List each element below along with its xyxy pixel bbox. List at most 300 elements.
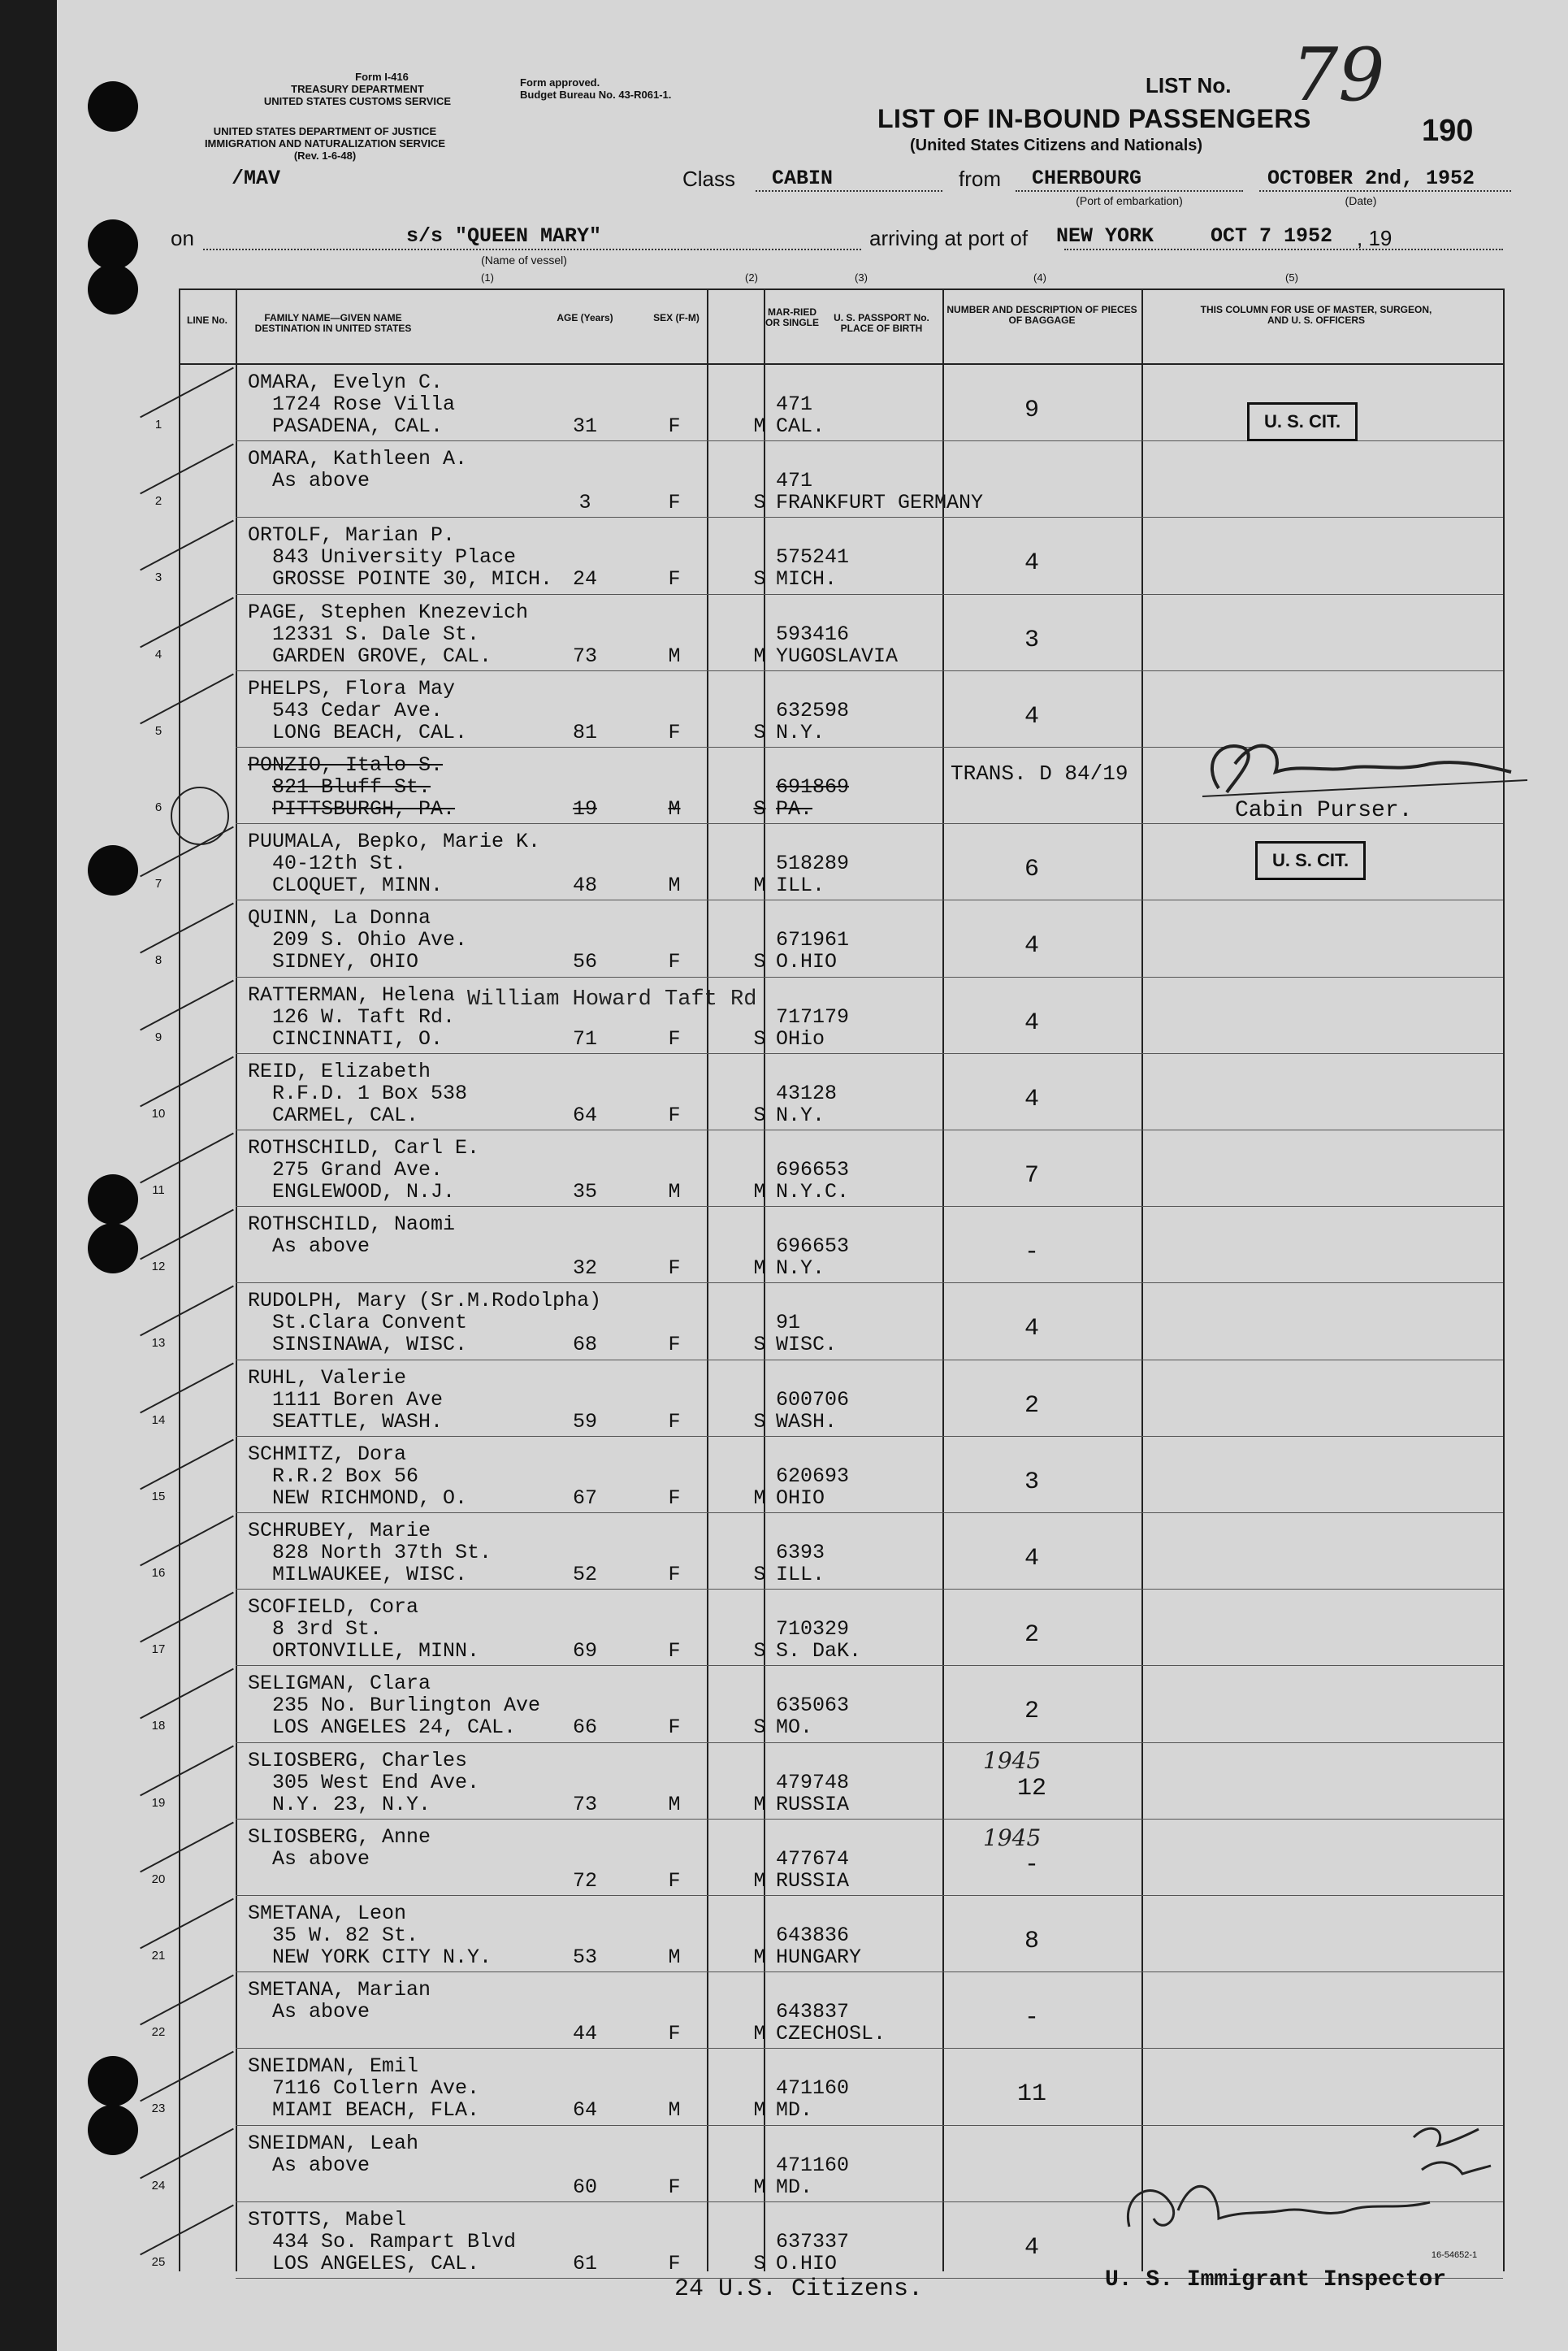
place-of-birth: N.Y. (776, 1256, 825, 1281)
passenger-name: OMARA, Evelyn C. (248, 371, 444, 394)
passenger-city: SIDNEY, OHIO (272, 950, 419, 974)
passenger-age: 71 (572, 1026, 597, 1051)
passenger-marital: S (753, 567, 766, 592)
port-caption: (Port of embarkation) (1076, 194, 1183, 207)
passenger-address: 1724 Rose Villa (272, 393, 456, 416)
baggage-count: 4 (1024, 932, 1039, 961)
line-number: 19 (151, 1795, 166, 1810)
form-approved: Form approved. (520, 76, 600, 89)
passenger-address: As above (272, 2153, 370, 2177)
place-of-birth: FRANKFURT GERMANY (776, 491, 984, 515)
page-subtitle: (United States Citizens and Nationals) (910, 137, 1203, 154)
passenger-marital: S (753, 1103, 766, 1127)
page-number: 190 (1422, 114, 1474, 148)
table-row (57, 1133, 1568, 1211)
table-row (57, 1746, 1568, 1824)
passenger-sex: M (668, 2098, 681, 2123)
passenger-address: As above (272, 1234, 370, 1259)
row-divider (236, 1282, 1503, 1283)
table-top-border (179, 288, 1503, 290)
passenger-marital: S (753, 797, 766, 821)
passenger-sex: F (668, 1333, 681, 1357)
passenger-marital: S (753, 2251, 766, 2275)
passenger-name: PAGE, Stephen Knezevich (248, 600, 529, 624)
handwritten-year-20: 1945 (983, 1824, 1042, 1851)
passenger-age: 48 (572, 874, 597, 898)
passenger-address: 235 No. Burlington Ave (272, 1694, 541, 1718)
col-num-1: (1) (481, 271, 494, 284)
check-mark (140, 1133, 234, 1184)
arriving-label: arriving at port of (869, 226, 1029, 250)
check-mark (140, 2128, 234, 2179)
place-of-birth: OHIO (776, 1486, 825, 1510)
header-line: LINE No. (187, 314, 227, 326)
passenger-address: As above (272, 469, 370, 493)
line-number: 7 (154, 877, 162, 891)
place-of-birth: MICH. (776, 567, 838, 592)
baggage-count: 4 (1024, 702, 1039, 731)
inspector-signature (1105, 2137, 1446, 2251)
passenger-marital: S (753, 1409, 766, 1434)
passenger-sex: M (668, 1792, 681, 1816)
passenger-address: R.R.2 Box 56 (272, 1464, 419, 1488)
passenger-age: 68 (572, 1333, 597, 1357)
place-of-birth: HUNGARY (776, 1945, 862, 1969)
place-of-birth: ILL. (776, 1563, 825, 1586)
passenger-address: 126 W. Taft Rd. (272, 1004, 456, 1029)
justice-dept: UNITED STATES DEPARTMENT OF JUSTICE (213, 125, 437, 137)
row-divider (236, 2125, 1503, 2126)
passenger-marital: S (753, 1639, 766, 1663)
passport-number: 671961 (776, 928, 850, 952)
row-divider (236, 1512, 1503, 1513)
passenger-address: 843 University Place (272, 545, 517, 570)
place-of-birth: RUSSIA (776, 1868, 850, 1893)
passenger-address: St.Clara Convent (272, 1311, 468, 1335)
passenger-city: ORTONVILLE, MINN. (272, 1639, 480, 1663)
row-divider (236, 1436, 1503, 1437)
passenger-marital: M (753, 1256, 766, 1281)
passenger-address: 821 Bluff St. (272, 775, 431, 799)
header-name: FAMILY NAME—GIVEN NAME DESTINATION IN UNITED STATES (254, 312, 412, 334)
row-divider (236, 517, 1503, 518)
passenger-marital: M (753, 1945, 766, 1969)
table-row (57, 444, 1568, 522)
place-of-birth: PA. (776, 797, 813, 821)
handwritten-year-19: 1945 (983, 1747, 1042, 1774)
passenger-age: 73 (572, 644, 597, 668)
passenger-address: 40-12th St. (272, 852, 407, 876)
passenger-sex: F (668, 1639, 681, 1663)
passenger-age: 61 (572, 2251, 597, 2275)
row-divider (236, 1819, 1503, 1820)
check-mark (140, 673, 234, 724)
row-divider (236, 823, 1503, 824)
check-mark (140, 596, 234, 648)
baggage-count: 8 (1024, 1928, 1039, 1955)
line-number: 8 (154, 953, 162, 968)
passenger-list-page (57, 0, 1568, 2351)
place-of-birth: ILL. (776, 874, 825, 898)
passenger-name: REID, Elizabeth (248, 1059, 431, 1083)
passenger-age: 35 (572, 1180, 597, 1204)
passenger-marital: S (753, 1716, 766, 1740)
line-number: 2 (154, 494, 162, 509)
place-of-birth: RUSSIA (776, 1792, 850, 1816)
place-of-birth: WASH. (776, 1409, 838, 1434)
passenger-address: 209 S. Ohio Ave. (272, 928, 468, 952)
col-num-3: (3) (855, 271, 868, 284)
passenger-name: SNEIDMAN, Leah (248, 2131, 419, 2155)
row-divider (236, 977, 1503, 978)
from-label: from (959, 167, 1001, 191)
row-divider (236, 1742, 1503, 1743)
table-row (57, 1975, 1568, 2053)
passenger-name: QUINN, La Donna (248, 906, 431, 930)
row-divider (236, 594, 1503, 595)
check-mark (140, 1516, 234, 1567)
check-mark (140, 520, 234, 571)
check-mark (140, 1975, 234, 2026)
cabin-purser-label: Cabin Purser. (1235, 798, 1413, 823)
vessel-caption: (Name of vessel) (481, 254, 567, 267)
check-mark (140, 1668, 234, 1720)
passenger-marital: S (753, 1563, 766, 1586)
table-row (57, 1363, 1568, 1441)
passenger-city: ENGLEWOOD, N.J. (272, 1180, 456, 1204)
passenger-sex: M (668, 874, 681, 898)
passport-number: 696653 (776, 1234, 850, 1259)
passenger-name: SMETANA, Marian (248, 1978, 431, 2002)
col-num-4: (4) (1033, 271, 1046, 284)
passenger-address: 7116 Collern Ave. (272, 2076, 480, 2101)
line-number: 3 (154, 570, 162, 585)
baggage-count: 11 (1016, 2080, 1046, 2109)
line-number: 4 (154, 647, 162, 661)
header-baggage: NUMBER AND DESCRIPTION OF PIECES OF BAGGAGE (946, 304, 1137, 326)
table-header-border (179, 363, 1503, 365)
passenger-city: CARMEL, CAL. (272, 1103, 419, 1127)
passenger-name: OMARA, Kathleen A. (248, 447, 468, 471)
passenger-age: 72 (572, 1868, 597, 1893)
purser-signature (1186, 715, 1527, 805)
passenger-city: LONG BEACH, CAL. (272, 720, 468, 744)
passport-number: 637337 (776, 2229, 850, 2253)
us-cit-stamp: U. S. CIT. (1255, 841, 1366, 880)
place-of-birth: N.Y. (776, 1103, 825, 1127)
passenger-age: 52 (572, 1563, 597, 1586)
us-cit-stamp: U. S. CIT. (1247, 402, 1358, 441)
line-number: 12 (151, 1260, 166, 1274)
passenger-marital: M (753, 414, 766, 438)
vessel-value: s/s "QUEEN MARY" (406, 224, 602, 248)
table-row (57, 1439, 1568, 1517)
line-number: 25 (151, 2254, 166, 2269)
table-row (57, 2051, 1568, 2129)
passenger-address: 305 West End Ave. (272, 1770, 480, 1794)
passport-number: 575241 (776, 545, 850, 570)
table-row (57, 1668, 1568, 1746)
passenger-sex: F (668, 414, 681, 438)
col-num-2: (2) (745, 271, 758, 284)
check-mark (140, 1898, 234, 1950)
passenger-address: R.F.D. 1 Box 538 (272, 1081, 468, 1105)
check-mark (140, 979, 234, 1030)
passport-number: 479748 (776, 1770, 850, 1794)
place-of-birth: WISC. (776, 1333, 838, 1357)
passenger-marital: M (753, 1792, 766, 1816)
code: /MAV (232, 167, 281, 190)
passenger-city: PASADENA, CAL. (272, 414, 444, 438)
passenger-city: CINCINNATI, O. (272, 1026, 444, 1051)
passport-number: 717179 (776, 1004, 850, 1029)
passenger-city: SEATTLE, WASH. (272, 1409, 444, 1434)
passport-number: 710329 (776, 1617, 850, 1642)
citizens-count: 24 U.S. Citizens. (674, 2275, 924, 2303)
passenger-rows (57, 367, 1568, 2277)
table-row (57, 903, 1568, 981)
passenger-address: 12331 S. Dale St. (272, 622, 480, 646)
passenger-name: SLIOSBERG, Anne (248, 1824, 431, 1849)
line-number: 20 (151, 1872, 166, 1886)
date-caption: (Date) (1345, 194, 1377, 207)
line-number: 5 (154, 723, 162, 738)
line-number: 17 (151, 1642, 166, 1657)
passenger-city: NEW RICHMOND, O. (272, 1486, 468, 1510)
arrival-line (1064, 249, 1503, 250)
passenger-age: 24 (572, 567, 597, 592)
baggage-count: 2 (1024, 1621, 1039, 1650)
line-number: 10 (151, 1106, 166, 1121)
row-divider (236, 2048, 1503, 2049)
list-no: 79 (1292, 33, 1385, 118)
place-of-birth: MO. (776, 1716, 813, 1740)
row-divider (236, 1589, 1503, 1590)
passport-number: 643836 (776, 1924, 850, 1947)
baggage-count: 6 (1024, 856, 1039, 884)
passport-number: 471160 (776, 2076, 850, 2101)
passenger-sex: F (668, 491, 681, 515)
passport-number: 6393 (776, 1541, 825, 1564)
line-number: 16 (151, 1566, 166, 1580)
passport-number: 471160 (776, 2153, 850, 2177)
check-mark (140, 367, 234, 419)
table-row (57, 1286, 1568, 1364)
passenger-address: 8 3rd St. (272, 1617, 383, 1642)
passport-number: 471 (776, 469, 813, 493)
passenger-name: RUDOLPH, Mary (Sr.M.Rodolpha) (248, 1289, 602, 1313)
passenger-marital: M (753, 2175, 766, 2199)
passport-number: 632598 (776, 698, 850, 722)
passenger-marital: S (753, 950, 766, 974)
passenger-sex: F (668, 1103, 681, 1127)
line-number: 22 (151, 2025, 166, 2040)
passenger-name: SNEIDMAN, Emil (248, 2054, 419, 2079)
passenger-address: 1111 Boren Ave (272, 1387, 444, 1412)
passenger-sex: M (668, 1180, 681, 1204)
passenger-sex: F (668, 2022, 681, 2046)
immigrant-inspector-label: U. S. Immigrant Inspector (1105, 2267, 1447, 2292)
passenger-city: LOS ANGELES 24, CAL. (272, 1716, 517, 1740)
passenger-age: 32 (572, 1256, 597, 1281)
place-of-birth: MD. (776, 2098, 813, 2123)
passenger-marital: M (753, 1180, 766, 1204)
check-mark (140, 1821, 234, 1872)
passenger-marital: S (753, 1333, 766, 1357)
header-married: MAR-RIED OR SINGLE (765, 306, 820, 328)
passenger-name: RUHL, Valerie (248, 1365, 407, 1390)
passenger-sex: F (668, 2251, 681, 2275)
passenger-age: 60 (572, 2175, 597, 2199)
check-mark (140, 1592, 234, 1643)
passenger-age: 59 (572, 1409, 597, 1434)
check-mark (140, 1286, 234, 1337)
passenger-sex: F (668, 1256, 681, 1281)
table-row (57, 1209, 1568, 1287)
passenger-city: SINSINAWA, WISC. (272, 1333, 468, 1357)
passenger-address: 275 Grand Ave. (272, 1158, 444, 1182)
passport-number: 91 (776, 1311, 801, 1335)
check-mark (140, 1056, 234, 1107)
line-number: 13 (151, 1336, 166, 1351)
binder-hole (88, 219, 138, 270)
passport-number: 477674 (776, 1846, 850, 1871)
passenger-marital: S (753, 1026, 766, 1051)
passenger-marital: M (753, 2098, 766, 2123)
table-row (57, 520, 1568, 598)
passenger-sex: M (668, 797, 681, 821)
initials-mark (1397, 2113, 1495, 2186)
place-of-birth: MD. (776, 2175, 813, 2199)
place-of-birth: CZECHOSL. (776, 2022, 886, 2046)
row-divider (236, 670, 1503, 671)
passport-number: 696653 (776, 1158, 850, 1182)
passenger-city: CLOQUET, MINN. (272, 874, 444, 898)
passenger-age: 81 (572, 720, 597, 744)
check-mark (140, 2204, 234, 2255)
on-label: on (171, 226, 194, 250)
passenger-marital: M (753, 1486, 766, 1510)
passenger-city: GARDEN GROVE, CAL. (272, 644, 492, 668)
passenger-address: 828 North 37th St. (272, 1541, 492, 1564)
passenger-sex: F (668, 567, 681, 592)
passenger-marital: M (753, 644, 766, 668)
passenger-city: MILWAUKEE, WISC. (272, 1563, 468, 1586)
passenger-marital: M (753, 1868, 766, 1893)
passport-number: 593416 (776, 622, 850, 646)
table-row (57, 1898, 1568, 1976)
passenger-age: 44 (572, 2022, 597, 2046)
passport-number: 518289 (776, 852, 850, 876)
line-number: 24 (151, 2178, 166, 2193)
baggage-count: 4 (1024, 1009, 1039, 1037)
port-line (1016, 190, 1243, 192)
row-divider (236, 1665, 1503, 1666)
place-of-birth: S. DaK. (776, 1639, 862, 1663)
passenger-name: SCHRUBEY, Marie (248, 1519, 431, 1542)
line-number: 14 (151, 1412, 166, 1427)
header-age: AGE (Years) (557, 312, 613, 323)
binder-hole (88, 81, 138, 132)
table-row (57, 1592, 1568, 1670)
passenger-name: SCOFIELD, Cora (248, 1595, 419, 1620)
class-value: CABIN (772, 167, 834, 190)
check-mark (140, 1362, 234, 1413)
baggage-count: 7 (1024, 1162, 1039, 1190)
passenger-name: PONZIO, Italo S. (248, 753, 444, 777)
passenger-sex: F (668, 1486, 681, 1510)
check-mark (140, 444, 234, 495)
passenger-city: PITTSBURGH, PA. (272, 797, 456, 821)
line-number: 21 (151, 1949, 166, 1963)
header-sex: SEX (F-M) (653, 312, 700, 323)
passenger-city: GROSSE POINTE 30, MICH. (272, 567, 553, 592)
passenger-sex: F (668, 1409, 681, 1434)
col-num-5: (5) (1285, 271, 1298, 284)
passenger-age: 19 (572, 797, 597, 821)
passenger-sex: F (668, 950, 681, 974)
passenger-city: MIAMI BEACH, FLA. (272, 2098, 480, 2123)
passport-number: 620693 (776, 1464, 850, 1488)
check-mark (140, 2051, 234, 2102)
passenger-marital: M (753, 2022, 766, 2046)
table-row (57, 597, 1568, 675)
passenger-age: 64 (572, 2098, 597, 2123)
budget-bureau: Budget Bureau No. 43-R061-1. (520, 89, 672, 101)
passenger-marital: S (753, 720, 766, 744)
treasury-dept: TREASURY DEPARTMENT (291, 83, 424, 95)
passenger-age: 73 (572, 1792, 597, 1816)
passport-number: 635063 (776, 1694, 850, 1718)
passenger-address: 434 So. Rampart Blvd (272, 2229, 517, 2253)
table-row (57, 980, 1568, 1058)
passenger-sex: M (668, 644, 681, 668)
class-label: Class (682, 167, 736, 191)
list-no-label: LIST No. (1146, 73, 1232, 98)
passport-number: 471 (776, 393, 813, 416)
passenger-name: SMETANA, Leon (248, 1902, 407, 1925)
passenger-age: 31 (572, 414, 597, 438)
row-divider (236, 1895, 1503, 1896)
passenger-name: ROTHSCHILD, Naomi (248, 1212, 456, 1237)
line-number: 15 (151, 1489, 166, 1503)
place-of-birth: OHio (776, 1026, 825, 1051)
passenger-age: 3 (578, 491, 591, 515)
table-row (57, 1822, 1568, 1900)
passenger-sex: F (668, 720, 681, 744)
check-mark (140, 1209, 234, 1260)
class-line (756, 190, 942, 192)
passenger-name: SLIOSBERG, Charles (248, 1748, 468, 1772)
baggage-count: - (1024, 1238, 1039, 1267)
passenger-sex: F (668, 1868, 681, 1893)
place-of-birth: CAL. (776, 414, 825, 438)
passenger-sex: F (668, 1563, 681, 1586)
passenger-name: SCHMITZ, Dora (248, 1442, 407, 1466)
binder-hole (88, 264, 138, 314)
passenger-name: SELIGMAN, Clara (248, 1672, 431, 1696)
row-divider (236, 1971, 1503, 1972)
table-row (57, 1516, 1568, 1594)
passport-number: 600706 (776, 1387, 850, 1412)
ins-service: IMMIGRATION AND NATURALIZATION SERVICE (204, 137, 446, 150)
place-of-birth: O.HIO (776, 2251, 838, 2275)
place-of-birth: N.Y. (776, 720, 825, 744)
date-value: OCTOBER 2nd, 1952 (1267, 167, 1475, 190)
line-number: 23 (151, 2102, 166, 2116)
line-number: 18 (151, 1719, 166, 1733)
passenger-age: 56 (572, 950, 597, 974)
